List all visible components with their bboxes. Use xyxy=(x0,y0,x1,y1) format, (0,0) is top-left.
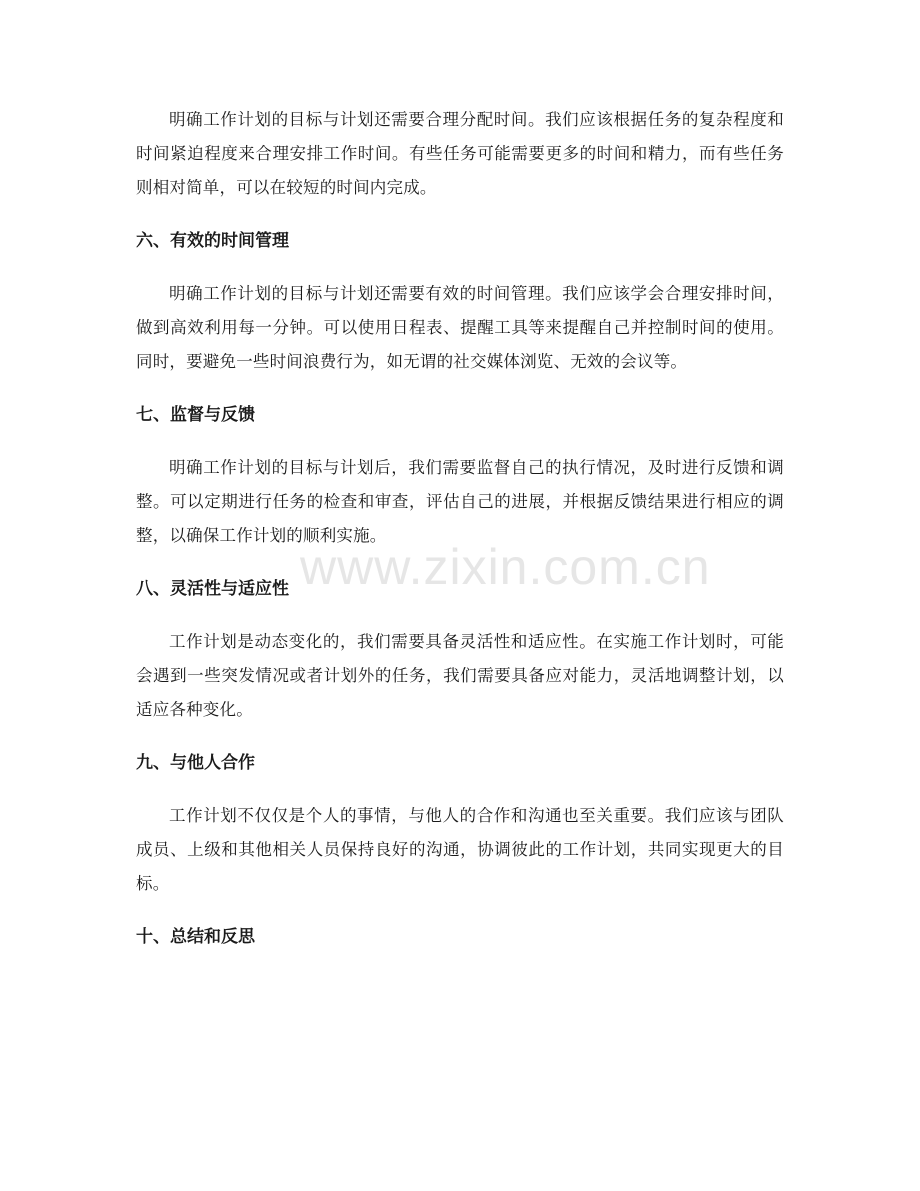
watermark-text: www.zixin.com.cn xyxy=(300,539,711,595)
document-body xyxy=(136,103,784,954)
heading-section-9: 九、与他人合作 xyxy=(136,753,255,773)
paragraph-section-9: 工作计划不仅仅是个人的事情，与他人的合作和沟通也至关重要。我们应该与团队成员、上级和其他相关人员保持良好的沟通，协调彼此的工作计划，共同实现更大的目标。 xyxy=(136,806,784,893)
paragraph-section-6: 明确工作计划的目标与计划还需要有效的时间管理。我们应该学会合理安排时间，做到高效利用每一分钟。可以使用日程表、提醒工具等来提醒自己并控制时间的使用。同时，要避免一些时间浪费行为，如无谓的社交媒体浏览、无效的会议等。 xyxy=(136,284,784,371)
heading-section-10: 十、总结和反思 xyxy=(136,927,255,947)
heading-section-8: 八、灵活性与适应性 xyxy=(136,579,289,599)
paragraph-section-8: 工作计划是动态变化的，我们需要具备灵活性和适应性。在实施工作计划时，可能会遇到一些突发情况或者计划外的任务，我们需要具备应对能力，灵活地调整计划，以适应各种变化。 xyxy=(136,632,784,719)
paragraph-time-allocation: 明确工作计划的目标与计划还需要合理分配时间。我们应该根据任务的复杂程度和时间紧迫程度来合理安排工作时间。有些任务可能需要更多的时间和精力，而有些任务则相对简单，可以在较短的时间内完成。 xyxy=(136,110,784,197)
paragraph-section-7: 明确工作计划的目标与计划后，我们需要监督自己的执行情况，及时进行反馈和调整。可以定期进行任务的检查和审查，评估自己的进展，并根据反馈结果进行相应的调整，以确保工作计划的顺利实施。 xyxy=(136,458,784,545)
heading-section-7: 七、监督与反馈 xyxy=(136,405,255,425)
heading-section-6: 六、有效的时间管理 xyxy=(136,231,289,251)
